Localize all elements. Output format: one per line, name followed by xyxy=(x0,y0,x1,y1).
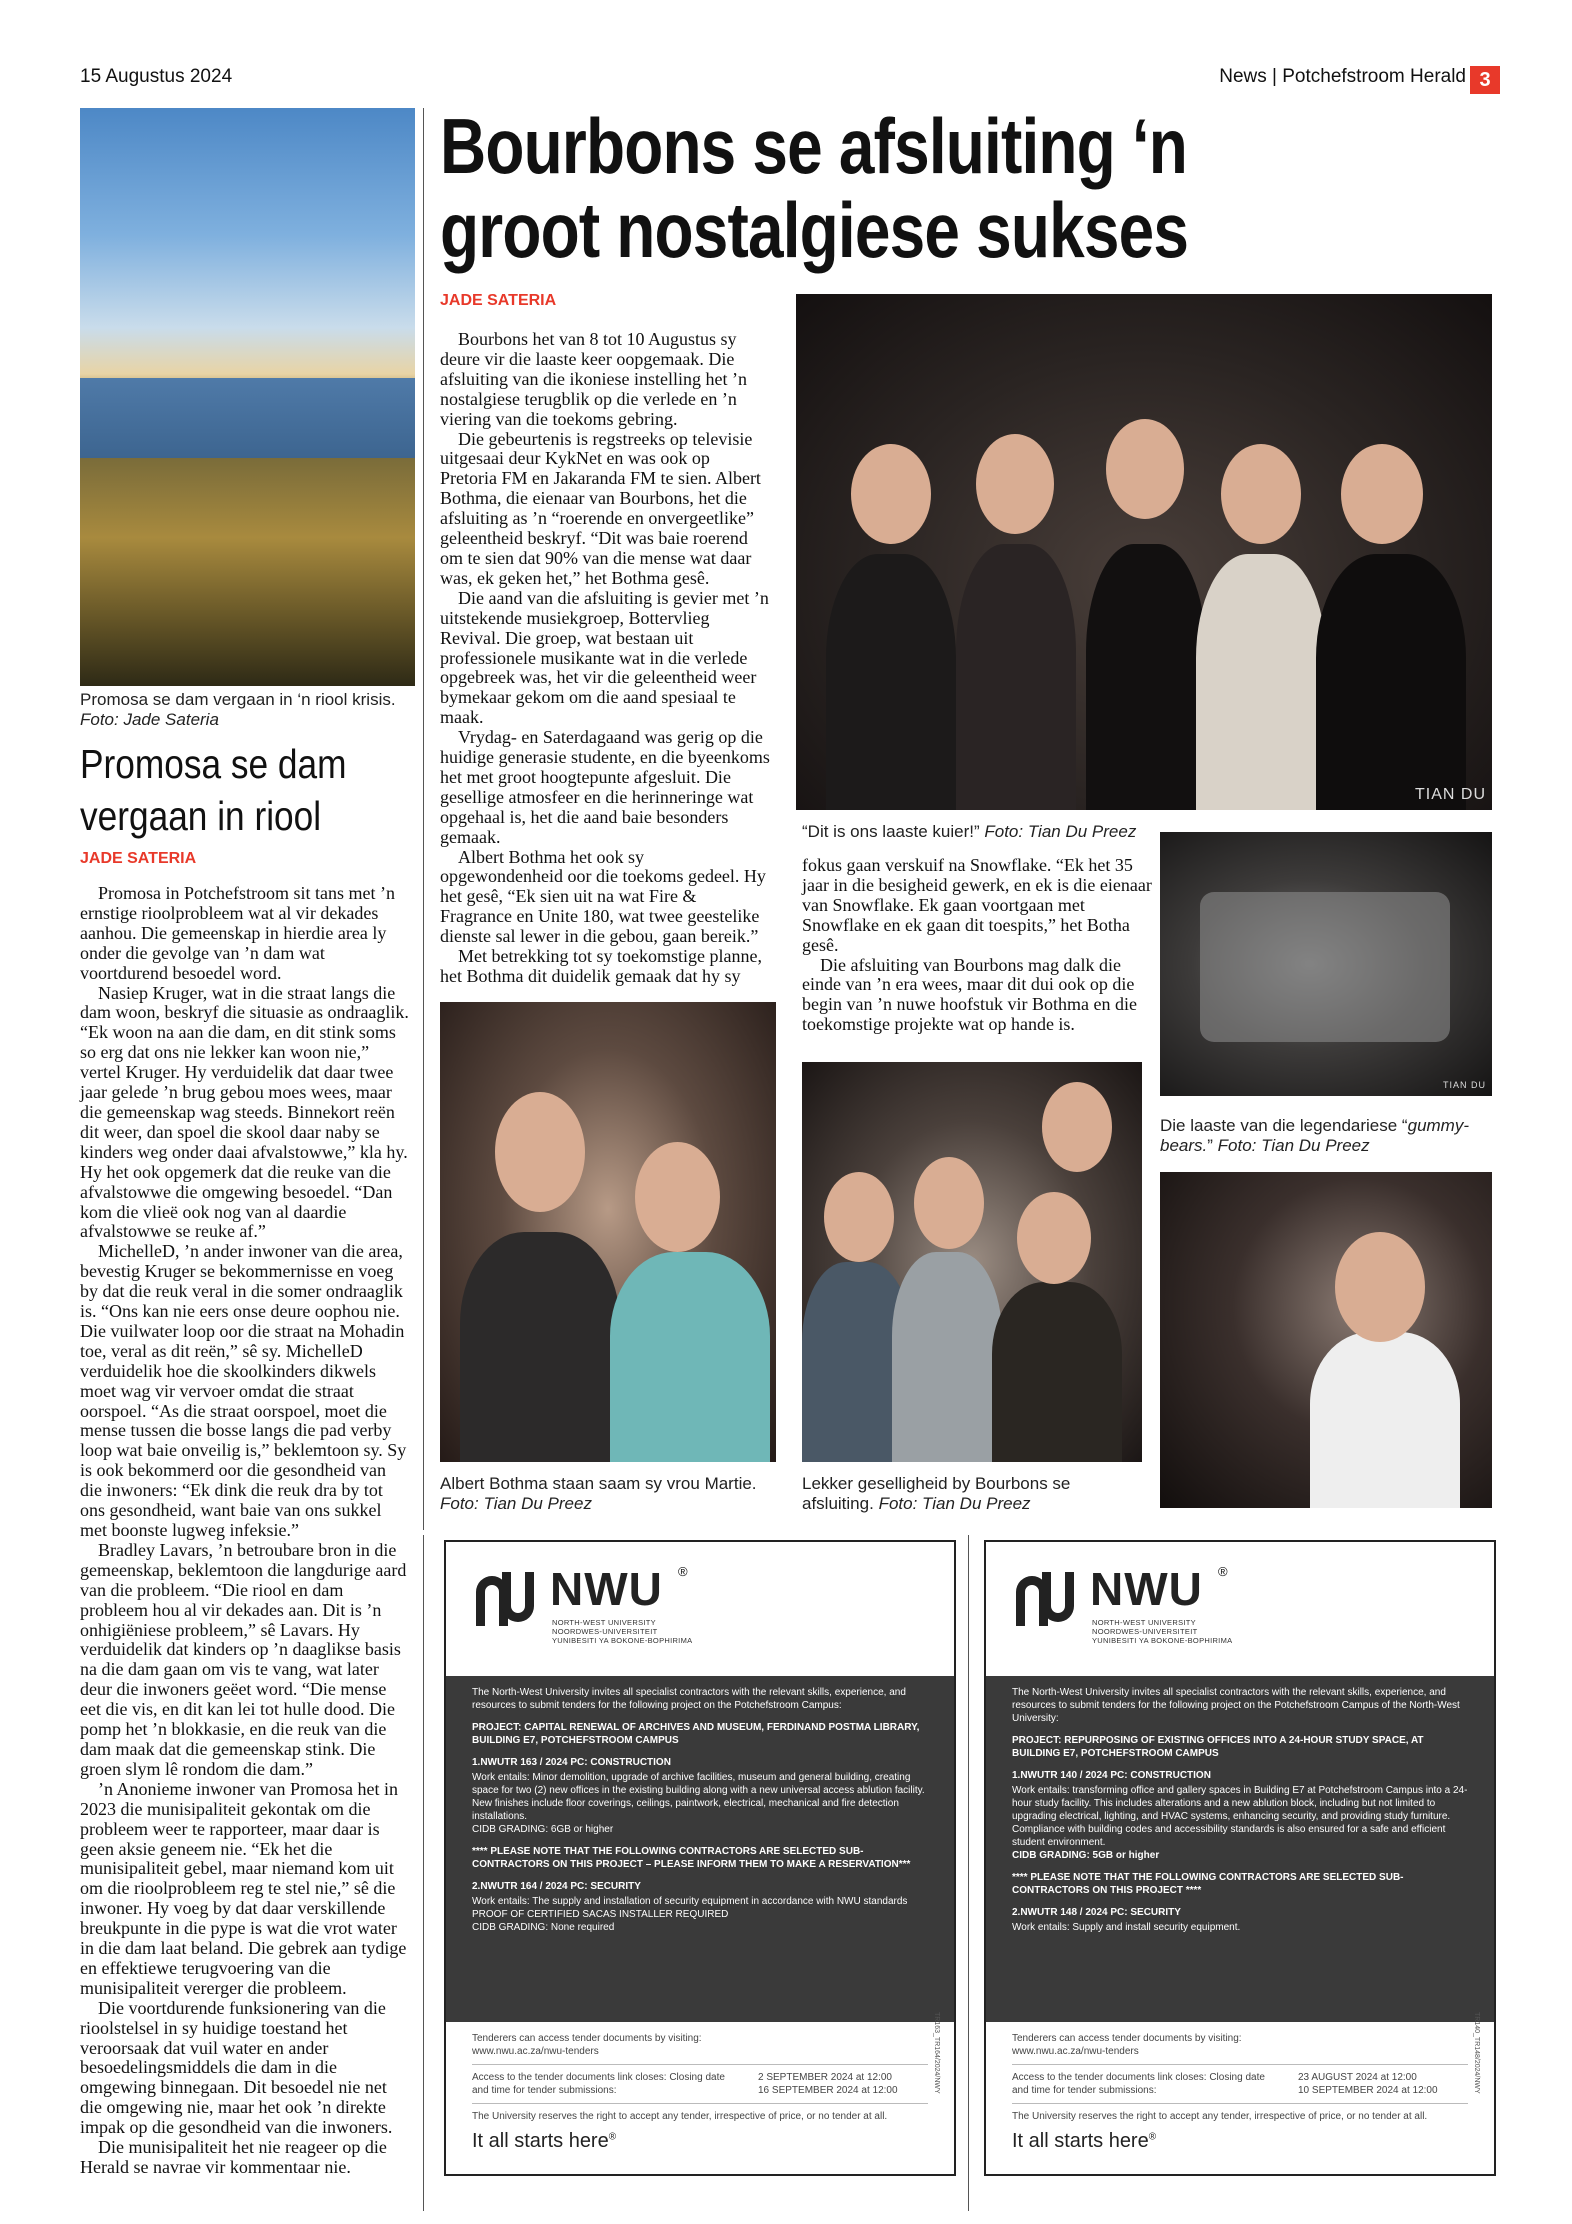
logo-subtitle: NORTH-WEST UNIVERSITY xyxy=(1092,1618,1196,1627)
dam-byline: JADE SATERIA xyxy=(80,850,197,867)
logo-subtitle: NOORDWES-UNIVERSITEIT xyxy=(1092,1627,1198,1636)
ad-details-panel xyxy=(446,1676,954,2022)
separator xyxy=(1012,2064,1468,2065)
caption-credit: Foto: Tian Du Preez xyxy=(984,822,1137,841)
registered-mark: ® xyxy=(1218,1564,1228,1579)
photo-watermark: TIAN DU xyxy=(1415,786,1486,803)
dam-photo xyxy=(80,108,415,686)
face xyxy=(851,444,931,544)
friends-photo xyxy=(802,1062,1142,1462)
paragraph: Die munisipaliteit het nie reageer op die Herald se navrae vir kommentaar nie. xyxy=(80,2137,387,2177)
ad-close-label: Access to the tender documents link closes: Closing date and time for tender submissions: xyxy=(472,2072,725,2096)
singer-photo xyxy=(1160,1172,1492,1508)
photo-watermark: TIAN DU xyxy=(1443,1080,1486,1090)
headline-line: Promosa se dam xyxy=(80,741,347,787)
separator xyxy=(472,2103,928,2104)
logo-subtitle: NOORDWES-UNIVERSITEIT xyxy=(552,1627,658,1636)
paragraph: Bourbons het van 8 tot 10 Augustus sy deure vir die laaste keer oopgemaak. Die afsluiting van die ikoniese instelling het ’n nostalgiese terugblik op die verlede en ’n viering van die toekoms gebring. xyxy=(440,329,747,429)
caption-text: Lekker geselligheid by Bourbons se afsluiting. xyxy=(802,1474,1071,1513)
paragraph: MichelleD, ’n ander inwoner van die area, bevestig Kruger se bekommernisse en voeg by dat die reuk veral in die somer ondraaglik is. “Ons kan nie eers onse deure oophou nie. Die vuilwater loop oor die straat na Mohadin toe, veral as dit reën,” sê sy. MichelleD verduidelik hoe die skoolkinders dikwels moet wag vir vervoer omdat die straat oorspoel. “As die straat oorspoel, moet die mense tussen die bosse langs die pad verby loop wat baie onveilig is,” beklemtoon sy. Sy is ook bekommerd oor die gesondheid van die inwoners: “Ek dink die reuk dra by tot ons gesondheid, want baie van ons sukkel met boonste lugweg infeksie.” xyxy=(80,1241,407,1540)
ad-tagline-text: It all starts here xyxy=(1012,2130,1149,2152)
page-number-badge: 3 xyxy=(1470,66,1500,94)
face xyxy=(495,1092,585,1212)
ad-access-text: Tenderers can access tender documents by visiting: xyxy=(1012,2033,1242,2044)
ad-close-label: Access to the tender documents link closes: Closing date and time for tender submissions: xyxy=(1012,2072,1265,2096)
ad-reference-code: TR163_TR164/2024/NWY xyxy=(933,2012,940,2094)
paragraph: Nasiep Kruger, wat in die straat langs die dam woon, beskryf die situasie as ondraaglik. “Ek woon na aan die dam, en dit stink soms so erg dat ons nie lekker kan woon nie,” vertel Kruger. Hy verduidelik dat daar twee jaar gelede ’n brug gebou moes wees, maar die gemeenskap wag steeds. Binnekort reën dit weer, dan spoel die skool daar naby se kinders weg onder daai afvalstowwe,” kla hy. Hy het ook opgemerk dat die reuke van die afvalstowwe die omgewing besoedel. “Dan kom die vlieë ook nog van al daardie afvalstowwe se reuke af.” xyxy=(80,982,409,1242)
caption-text: Die laaste van die legendariese “ xyxy=(1160,1116,1408,1135)
nwu-tender-ad xyxy=(444,1540,956,2176)
paragraph: Vrydag- en Saterdagaand was gerig op die huidige generasie studente, en die byeenkoms het met groot hoogtepunte afgesluit. Die gesellige atmosfeer en die herinneringe wat opgehaal is, het die aand baie besonders gemaak. xyxy=(440,727,770,847)
person xyxy=(956,544,1076,810)
section-title: News | Potchefstroom Herald xyxy=(1219,66,1466,87)
registered-mark: ® xyxy=(1148,2131,1157,2143)
caption-italic: gummy-bears. xyxy=(1160,1116,1470,1155)
friends-photo-caption xyxy=(802,1474,1142,1514)
dam-headline xyxy=(80,738,347,842)
face xyxy=(914,1157,984,1249)
ad-close-date: 10 SEPTEMBER 2024 at 12:00 xyxy=(1298,2085,1438,2096)
person xyxy=(610,1252,770,1462)
ad-details-panel xyxy=(986,1676,1494,2022)
paragraph: Die afsluiting van Bourbons mag dalk die einde van ’n era wees, maar dit dui ook op die begin van ’n nuwe hoofstuk vir Bothma en die toekomstige projekte wat op hande is. xyxy=(802,954,1137,1035)
column-divider xyxy=(423,1535,424,2211)
gummy-bears-caption xyxy=(1160,1116,1500,1156)
ad-access-text: Tenderers can access tender documents by visiting: xyxy=(472,2033,702,2044)
ad-close-date: 23 AUGUST 2024 at 12:00 xyxy=(1298,2072,1417,2083)
person xyxy=(992,1282,1122,1462)
ad-note: **** PLEASE NOTE THAT THE FOLLOWING CONTRACTORS ARE SELECTED SUB-CONTRACTORS ON THIS PROJECT **** xyxy=(1012,1872,1404,1896)
logo-subtitle: NORTH-WEST UNIVERSITY xyxy=(552,1618,656,1627)
ad-tender-body: Work entails: Minor demolition, upgrade of archive facilities, museum and general building, creating space for two (2) new offices in the existing building along with a new universal access ablution facility. New finishes include floor coverings, ceilings, paintwork, electrical, mechanical and fire detection installations. xyxy=(472,1772,925,1822)
paragraph: Albert Bothma het ook sy opgewondenheid oor die toekoms gedeel. Hy het gesê, “Ek sien uit na wat Fire & Fragrance en Unite 180, wat twee geestelike dienste sal lewer in die gebou, gaan bereik.” xyxy=(440,846,766,947)
paragraph: Bradley Lavars, ’n betroubare bron in die gemeenskap, beklemtoon die langdurige aard van die probleem. “Die riool en dam probleem hou al vir dekades aan. Dit is ’n onhigiëniese probleem,” sê Lavars. Hy verduidelik dat kinders op ’n daaglikse basis na die dam gaan om vis te vang, wat later deur die inwoners geëet word. “Die mense eet die vis, en dit kan lei tot hulle dood. Die pomp het ’n blokkasie, en die reuk van die dam maak dat die gemeenskap stink. Die groen slym lê rondom die dam.” xyxy=(80,1539,407,1779)
logo-subtitle: YUNIBESITI YA BOKONE-BOPHIRIMA xyxy=(1092,1636,1233,1645)
dam-water xyxy=(80,378,415,458)
face xyxy=(1221,444,1301,544)
ad-tender-title: 2.NWUTR 148 / 2024 PC: SECURITY xyxy=(1012,1907,1181,1918)
ad-tender-body: Work entails: The supply and installation of security equipment in accordance with NWU standards xyxy=(472,1896,908,1907)
headline-line: vergaan in riool xyxy=(80,793,322,839)
dam-photo-caption xyxy=(80,690,420,730)
separator xyxy=(1012,2103,1468,2104)
paragraph: Die gebeurtenis is regstreeks op televisie uitgesaai deur KykNet en was ook op Pretoria FM en Jakaranda FM te sien. Albert Bothma, die eienaar van Bourbons, het die afsluiting as ’n “roerende en onvergeetlike” geleentheid beskryf. “Dit was baie roerend om te sien dat 90% van die mense wat daar was, ek geken het,” het Bothma gesê. xyxy=(440,428,761,588)
ad-close-date: 2 SEPTEMBER 2024 at 12:00 xyxy=(758,2072,892,2083)
face xyxy=(1341,444,1423,544)
paragraph: ’n Anonieme inwoner van Promosa het in 2023 die munisipaliteit gekontak om die probleem weer te rapporteer, maar daar is geen aksie geneem nie. “Ek het die munisipaliteit gebel, maar niemand kom uit om die rioolprobleem reg te stel nie,” sê die inwoner. Hy voeg by dat daar verskillende breukpunte in die pype is wat die vrot water in die dam laat beland. Die gebrek aan tydige en effektiewe terugvoering van die munisipaliteit vererger die probleem. xyxy=(80,1778,407,1998)
caption-credit: Foto: Jade Sateria xyxy=(80,710,219,729)
ad-grading: CIDB GRADING: 5GB or higher xyxy=(1012,1850,1160,1861)
nwu-tender-ad xyxy=(984,1540,1496,2176)
nwu-logo xyxy=(1010,1562,1310,1682)
registered-mark: ® xyxy=(608,2131,617,2143)
ad-grading: CIDB GRADING: 6GB or higher xyxy=(472,1824,614,1835)
ad-disclaimer: The University reserves the right to accept any tender, irrespective of price, or no tender at all. xyxy=(472,2111,888,2122)
bourbons-headline xyxy=(440,104,1309,272)
paragraph: Met betrekking tot sy toekomstige planne, het Bothma dit duidelik gemaak dat hy sy xyxy=(440,946,762,986)
person xyxy=(460,1232,620,1462)
person xyxy=(1086,544,1206,810)
caption-text: Albert Bothma staan saam sy vrou Martie. xyxy=(440,1474,757,1493)
bourbons-byline: JADE SATERIA xyxy=(440,292,557,309)
group-photo xyxy=(796,294,1492,810)
caption-text: Promosa se dam vergaan in ‘n riool krisis. xyxy=(80,690,396,709)
ad-access-info xyxy=(446,2032,954,2123)
caption-credit: Foto: Tian Du Preez xyxy=(1217,1136,1370,1155)
ad-access-info xyxy=(986,2032,1494,2123)
paragraph: Die aand van die afsluiting is gevier met ’n uitstekende musiekgroep, Bottervlieg Revival. Die groep, wat bestaan uit professionele musikante wat in die verlede opgebreek was, het vir die geleentheid weer bymekaar gekom om die aand spesiaal te maak. xyxy=(440,587,769,728)
ad-tender-title: 1.NWUTR 163 / 2024 PC: CONSTRUCTION xyxy=(472,1757,671,1768)
headline-line: Bourbons se afsluiting ‘n xyxy=(440,102,1188,190)
paragraph: Die voortdurende funksionering van die rioolstelsel in sy huidige toestand het veroorsaak dat vuil water en ander besoedelingsmiddels die dam in die omgewing binnegaan. Dit besoedel nie net die omgewing nie, maar het ook ’n direkte impak op die gesondheid van die inwoners. xyxy=(80,1997,393,2138)
nwu-logo xyxy=(470,1562,770,1682)
face xyxy=(1017,1192,1091,1284)
couple-photo xyxy=(440,1002,776,1462)
caption-credit: Foto: Tian Du Preez xyxy=(878,1494,1031,1513)
ad-project: PROJECT: REPURPOSING OF EXISTING OFFICES INTO A 24-HOUR STUDY SPACE, AT BUILDING E7, POTCHEFSTROOM CAMPUS xyxy=(1012,1735,1424,1759)
ad-close-row xyxy=(1012,2071,1468,2097)
couple-photo-caption xyxy=(440,1474,780,1514)
ad-tagline xyxy=(1012,2130,1156,2153)
ad-tender-body: Work entails: Supply and install security equipment. xyxy=(1012,1922,1241,1933)
caption-text: “Dit is ons laaste kuier!” xyxy=(802,822,980,841)
ad-tender-title: 1.NWUTR 140 / 2024 PC: CONSTRUCTION xyxy=(1012,1770,1211,1781)
column-divider xyxy=(423,108,424,1530)
paragraph: fokus gaan verskuif na Snowflake. “Ek het 35 jaar in die besigheid gewerk, en ek is die eienaar van Snowflake. Ek gaan voortgaan met Snowflake en ek gaan dit toespits,” het Botha gesê. xyxy=(802,855,1152,955)
person xyxy=(1310,1332,1460,1508)
tray xyxy=(1200,892,1450,1042)
caption-credit: Foto: Tian Du Preez xyxy=(440,1494,592,1513)
gummy-bears-photo xyxy=(1160,832,1492,1096)
face xyxy=(635,1142,720,1252)
bourbons-article-body xyxy=(440,330,770,987)
face xyxy=(1106,419,1184,519)
ad-tagline-text: It all starts here xyxy=(472,2130,609,2152)
caption-text: ” xyxy=(1207,1136,1213,1155)
nwu-emblem-icon xyxy=(470,1568,540,1630)
person xyxy=(1316,554,1466,810)
ad-tender-body: Work entails: transforming office and gallery spaces in Building E7 at Potchefstroom Campus into a 24-hour study facility. This includes alterations and a new ablution block, including but not limited to upgrading electrical, lighting, and HVAC systems, enhancing security, and providing study furniture. Compliance with building codes and accessibility standards is also ensured for a safe and efficient student environment. xyxy=(1012,1785,1468,1848)
ad-close-row xyxy=(472,2071,928,2097)
logo-text: NWU xyxy=(550,1563,663,1615)
logo-text: NWU xyxy=(1090,1563,1203,1615)
ad-disclaimer: The University reserves the right to accept any tender, irrespective of price, or no tender at all. xyxy=(1012,2111,1428,2122)
issue-date: 15 Augustus 2024 xyxy=(80,66,233,87)
dam-article-body xyxy=(80,884,410,2178)
headline-line: groot nostalgiese sukses xyxy=(440,186,1189,274)
ad-grading: CIDB GRADING: None required xyxy=(472,1922,615,1933)
ad-project: PROJECT: CAPITAL RENEWAL OF ARCHIVES AND MUSEUM, FERDINAND POSTMA LIBRARY, BUILDING E7, POTCHEFSTROOM CAMPUS xyxy=(472,1722,920,1746)
ad-note: **** PLEASE NOTE THAT THE FOLLOWING CONTRACTORS ARE SELECTED SUB-CONTRACTORS ON THIS PROJECT – PLEASE INFORM THEM TO MAKE A RESERVATION*** xyxy=(472,1846,911,1870)
person xyxy=(1196,554,1326,810)
person xyxy=(826,554,956,810)
ad-reference-code: TR140_TR148/2024/NWY xyxy=(1473,2012,1480,2094)
face xyxy=(824,1172,894,1262)
dam-reeds xyxy=(80,458,415,686)
face xyxy=(976,434,1054,534)
ad-intro: The North-West University invites all specialist contractors with the relevant skills, experience, and resources to submit tenders for the following project on the Potchefstroom Campus: xyxy=(472,1687,906,1711)
ad-close-date: 16 SEPTEMBER 2024 at 12:00 xyxy=(758,2085,898,2096)
nwu-emblem-icon xyxy=(1010,1568,1080,1630)
paragraph: Promosa in Potchefstroom sit tans met ’n ernstige rioolprobleem wat al vir dekades aanhou. Die gemeenskap in hierdie area ly onder die gevolge van ’n dam wat voortdurend besoedel word. xyxy=(80,883,395,983)
ad-intro: The North-West University invites all specialist contractors with the relevant skills, experience, and resources to submit tenders for the following project on the Potchefstroom Campus of the North-West University: xyxy=(1012,1687,1460,1724)
ad-tagline xyxy=(472,2130,616,2153)
column-divider xyxy=(968,1535,969,2211)
face xyxy=(1335,1232,1425,1342)
ad-tender-title: 2.NWUTR 164 / 2024 PC: SECURITY xyxy=(472,1881,641,1892)
ad-url[interactable]: www.nwu.ac.za/nwu-tenders xyxy=(1012,2046,1139,2057)
face xyxy=(1042,1082,1112,1172)
person xyxy=(892,1252,1002,1462)
ad-url[interactable]: www.nwu.ac.za/nwu-tenders xyxy=(472,2046,599,2057)
registered-mark: ® xyxy=(678,1564,688,1579)
separator xyxy=(472,2064,928,2065)
logo-subtitle: YUNIBESITI YA BOKONE-BOPHIRIMA xyxy=(552,1636,693,1645)
bourbons-article-continuation xyxy=(802,856,1162,1035)
ad-tender-extra: PROOF OF CERTIFIED SACAS INSTALLER REQUIRED xyxy=(472,1909,729,1920)
group-photo-caption xyxy=(802,822,1202,842)
